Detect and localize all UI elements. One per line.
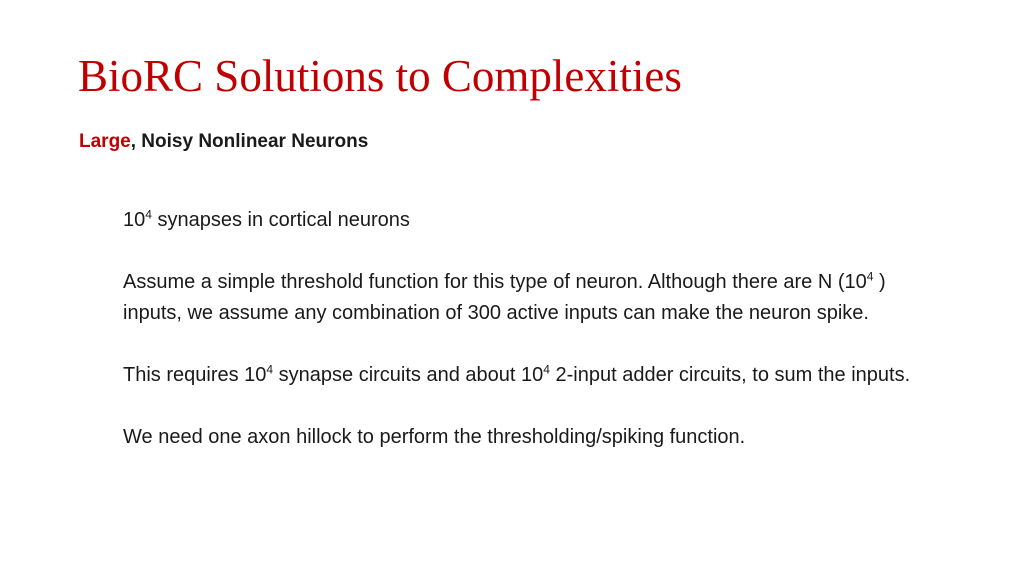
p3-part-b: synapse circuits and about 10 xyxy=(273,364,544,386)
p2-part-b: ) inputs, we assume any combination of 300 active inputs can make the neuron spike. xyxy=(123,271,886,324)
subtitle-accent: Large xyxy=(79,131,131,152)
p3-exponent-2: 4 xyxy=(543,362,550,377)
slide-subtitle xyxy=(79,131,368,153)
p3-part-c: 2-input adder circuits, to sum the inputs. xyxy=(549,364,911,386)
p1-text: synapses in cortical neurons xyxy=(151,209,410,231)
slide-title: BioRC Solutions to Complexities xyxy=(78,51,682,101)
subtitle-rest: , Noisy Nonlinear Neurons xyxy=(130,131,369,152)
paragraph-circuits xyxy=(123,360,943,391)
paragraph-threshold xyxy=(123,267,943,329)
paragraph-synapses xyxy=(123,205,943,236)
p1-base: 10 xyxy=(123,209,146,231)
p1-exponent: 4 xyxy=(145,207,152,222)
paragraph-axon-hillock xyxy=(123,422,943,453)
p2-exponent: 4 xyxy=(866,269,874,284)
p4-text: We need one axon hillock to perform the thresholding/spiking function. xyxy=(123,426,746,448)
p3-exponent-1: 4 xyxy=(266,362,274,377)
p2-part-a: Assume a simple threshold function for this type of neuron. Although there are N (10 xyxy=(123,271,867,293)
p3-part-a: This requires 10 xyxy=(123,364,267,386)
slide-body xyxy=(123,205,943,453)
